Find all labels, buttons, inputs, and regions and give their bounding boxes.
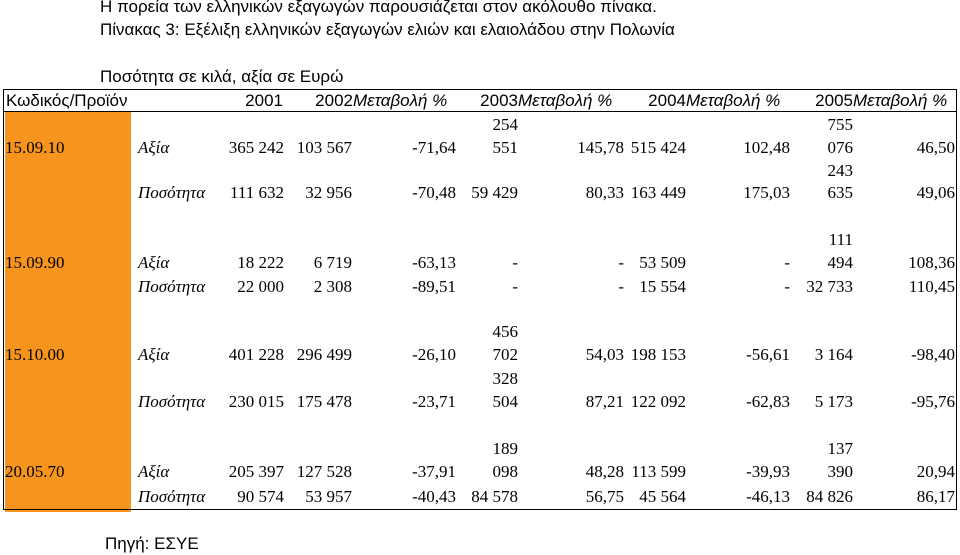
cell-change-3: - (784, 253, 790, 272)
cell-2001: 18 222 (237, 253, 284, 272)
cell-2003-line2: 702 (492, 345, 518, 364)
cell-2002: 6 719 (313, 253, 352, 272)
cell-change-3: -46,13 (746, 487, 790, 506)
product-code: 15.10.00 (5, 345, 65, 364)
cell-2001: 401 228 (228, 345, 284, 364)
cell-change-1: -70,48 (412, 183, 456, 202)
header-divider (3, 111, 957, 112)
cell-change-4: 20,94 (916, 462, 955, 481)
row-label-quantity: Ποσότητα (138, 183, 206, 202)
cell-2003: - (512, 253, 518, 272)
cell-2005-line2: 494 (827, 253, 853, 272)
cell-change-4: 86,17 (916, 487, 955, 506)
cell-2001: 111 632 (230, 183, 284, 202)
header-change-3: Μεταβολή % (686, 91, 781, 110)
cell-2004: 45 564 (639, 487, 686, 506)
row-label-quantity: Ποσότητα (138, 487, 206, 506)
cell-2004: 515 424 (630, 138, 686, 157)
cell-2004: 15 554 (639, 277, 686, 296)
cell-change-1: -89,51 (412, 277, 456, 296)
header-year-2003: 2003 (480, 91, 518, 110)
cell-change-3: -56,61 (746, 345, 790, 364)
source-note: Πηγή: ΕΣΥΕ (105, 534, 199, 553)
cell-change-2: 56,75 (585, 487, 624, 506)
cell-change-4: 49,06 (916, 183, 955, 202)
cell-change-4: 46,50 (916, 138, 955, 157)
cell-2002: 175 478 (296, 392, 352, 411)
intro-text: Η πορεία των ελληνικών εξαγωγών παρουσιάζεται στον ακόλουθο πίνακα. (100, 0, 657, 16)
cell-change-4: -95,76 (911, 392, 955, 411)
cell-change-2: 54,03 (585, 345, 624, 364)
cell-2004: 163 449 (630, 183, 686, 202)
cell-2001: 90 574 (237, 487, 284, 506)
header-code-product: Κωδικός/Προϊόν (6, 91, 128, 110)
cell-2004: 122 092 (630, 392, 686, 411)
cell-change-3: - (784, 277, 790, 296)
cell-2003-line2: 098 (492, 462, 518, 481)
cell-2003-line1: 456 (492, 322, 518, 341)
cell-change-3: -62,83 (746, 392, 790, 411)
header-change-1: Μεταβολή % (353, 91, 448, 110)
product-code: 15.09.10 (5, 138, 65, 157)
cell-2004: 113 599 (631, 462, 686, 481)
units-note: Ποσότητα σε κιλά, αξία σε Ευρώ (100, 67, 344, 86)
header-year-2004: 2004 (648, 91, 686, 110)
cell-2002: 53 957 (305, 487, 352, 506)
cell-change-3: 102,48 (743, 138, 790, 157)
row-label-value: Αξία (138, 253, 170, 272)
header-year-2002: 2002 (315, 91, 353, 110)
cell-change-3: 175,03 (743, 183, 790, 202)
cell-2003-line1: 254 (492, 115, 518, 134)
cell-2005: 3 164 (814, 345, 853, 364)
cell-2002: 103 567 (296, 138, 352, 157)
row-label-quantity: Ποσότητα (138, 392, 206, 411)
cell-2002: 296 499 (296, 345, 352, 364)
cell-change-2: - (618, 277, 624, 296)
row-label-value: Αξία (138, 345, 170, 364)
cell-2003: 59 429 (471, 183, 518, 202)
cell-2002: 2 308 (313, 277, 352, 296)
row-label-quantity: Ποσότητα (138, 277, 206, 296)
table-title: Πίνακας 3: Εξέλιξη ελληνικών εξαγωγών ελιών και ελαιολάδου στην Πολωνία (100, 20, 675, 39)
cell-change-1: -63,13 (412, 253, 456, 272)
header-year-2005: 2005 (815, 91, 853, 110)
cell-2001: 230 015 (228, 392, 284, 411)
product-code: 20.05.70 (5, 462, 65, 481)
cell-change-4: -98,40 (911, 345, 955, 364)
cell-2005-line2: 635 (827, 183, 853, 202)
cell-2003-line2: 551 (492, 138, 518, 157)
cell-2003-line1: 189 (492, 439, 518, 458)
cell-change-2: 87,21 (585, 392, 624, 411)
row-label-value: Αξία (138, 462, 170, 481)
header-year-2001: 2001 (245, 91, 283, 110)
cell-2005-line1: 755 (827, 115, 853, 134)
cell-2001: 22 000 (237, 277, 284, 296)
cell-change-1: -37,91 (412, 462, 456, 481)
product-code: 15.09.90 (5, 253, 65, 272)
cell-change-3: -39,93 (746, 462, 790, 481)
cell-2003: - (512, 277, 518, 296)
cell-2005-line1: 111 (828, 230, 853, 249)
cell-change-1: -23,71 (412, 392, 456, 411)
cell-2001: 205 397 (228, 462, 284, 481)
row-label-value: Αξία (138, 138, 170, 157)
cell-2002: 127 528 (296, 462, 352, 481)
cell-change-2: - (618, 253, 624, 272)
cell-change-2: 145,78 (577, 138, 624, 157)
cell-2004: 198 153 (630, 345, 686, 364)
cell-change-2: 48,28 (585, 462, 624, 481)
cell-2005: 5 173 (814, 392, 853, 411)
cell-change-2: 80,33 (585, 183, 624, 202)
cell-2003-line1: 328 (492, 369, 518, 388)
cell-change-1: -26,10 (412, 345, 456, 364)
cell-2005-line2: 076 (827, 138, 853, 157)
cell-change-1: -40,43 (412, 487, 456, 506)
cell-2005-line1: 137 (827, 439, 853, 458)
header-change-4: Μεταβολή % (853, 91, 948, 110)
cell-2005: 32 733 (806, 277, 853, 296)
header-change-2: Μεταβολή % (518, 91, 613, 110)
cell-change-4: 108,36 (908, 253, 955, 272)
cell-2002: 32 956 (305, 183, 352, 202)
cell-2003-line2: 504 (492, 392, 518, 411)
cell-2005-line2: 390 (827, 462, 853, 481)
cell-2001: 365 242 (228, 138, 284, 157)
cell-2005: 84 826 (806, 487, 853, 506)
cell-2005-line1: 243 (827, 161, 853, 180)
cell-2004: 53 509 (639, 253, 686, 272)
cell-change-4: 110,45 (908, 277, 955, 296)
cell-change-1: -71,64 (412, 138, 456, 157)
cell-2003: 84 578 (471, 487, 518, 506)
